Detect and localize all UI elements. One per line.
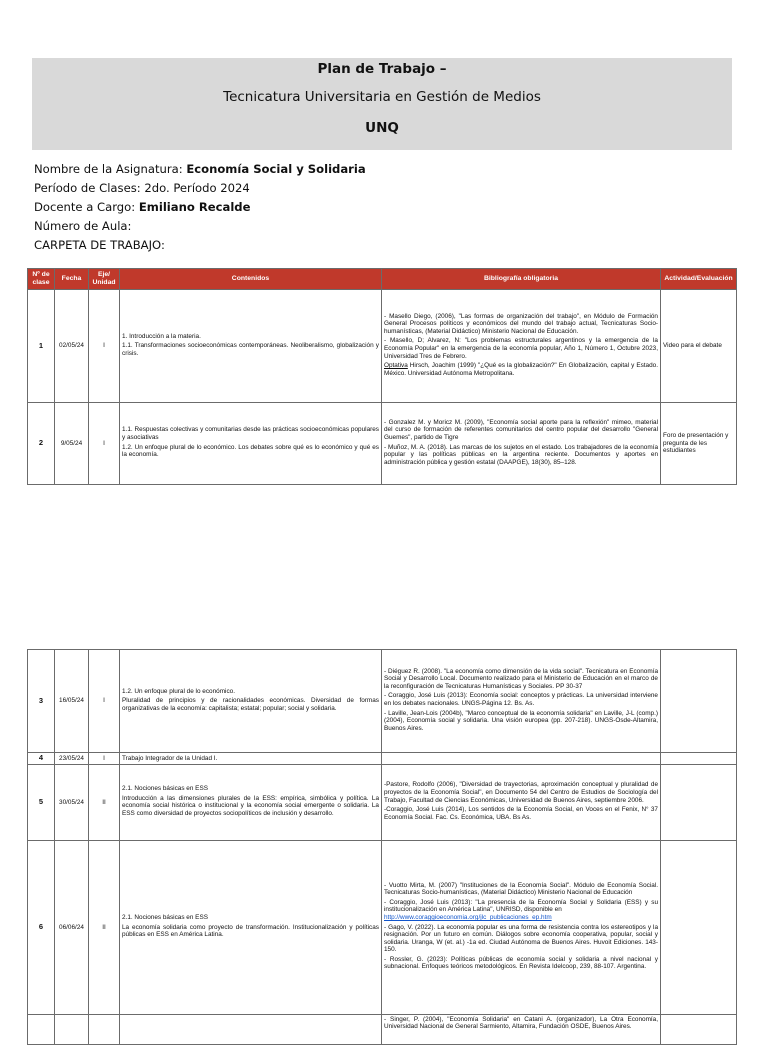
periodo-line (34, 181, 250, 195)
aula-line (34, 219, 131, 233)
row-bibliografia (382, 650, 661, 753)
header-org: UNQ (365, 120, 399, 136)
row-num: 5 (28, 764, 55, 840)
row-actividad (661, 650, 737, 753)
row-eje (89, 1014, 120, 1044)
row-contenidos (120, 650, 382, 753)
carpeta-label: CARPETA DE TRABAJO: (34, 238, 165, 252)
content-item: 1. Introducción a la materia. (122, 332, 201, 340)
row-bibliografia (382, 840, 661, 1014)
docente-line (34, 200, 250, 214)
header-contenidos: Contenidos (120, 269, 382, 290)
row-contenidos (120, 290, 382, 403)
row-num: 6 (28, 840, 55, 1014)
row-bibliografia (382, 290, 661, 403)
optativa-label: Optativa (384, 362, 408, 370)
row-eje: I (89, 403, 120, 485)
header-actividad: Actividad/Evaluación (661, 269, 737, 290)
row-num: 3 (28, 650, 55, 753)
row-actividad (661, 753, 737, 765)
row-bibliografia (382, 753, 661, 765)
table-row (28, 290, 737, 403)
plan-table-page1 (27, 268, 737, 485)
docente-label: Docente a Cargo: (34, 200, 139, 214)
row-actividad (661, 840, 737, 1014)
asignatura-label: Nombre de la Asignatura: (34, 162, 187, 176)
asignatura-value: Economía Social y Solidaria (186, 162, 366, 176)
row-eje: II (89, 764, 120, 840)
bib-entry: -Coraggio, José Luis (2014), Los sentidos de la Economía Social, en Voces en el Fenix, N° 37 Economía Social. Fac. Cs. Económica, UBA. Bs As. (384, 806, 658, 821)
row-eje: I (89, 650, 120, 753)
content-item: 1.2. Un enfoque plural de lo económico. Los debates sobre qué es lo económico y qué es la economía. (122, 443, 379, 459)
row-fecha: 02/05/24 (55, 290, 89, 403)
asignatura-line (34, 162, 366, 176)
bib-entry: - Muñoz, M. A. (2018). Las marcas de los sujetos en el estado. Los trabajadores de la economía popular y las políticas públicas en la argentina reciente. Documentos y aportes en administración pública y gestión estatal (DAAPGE), 18(30), 85–128. (384, 443, 658, 466)
row-num (28, 1014, 55, 1044)
row-fecha: 9/05/24 (55, 403, 89, 485)
bib-entry (384, 899, 658, 922)
row-actividad: Video para el debate (661, 290, 737, 403)
bib-entry: - Gago, V. (2022). La economía popular es una forma de resistencia contra los estereotipos y la resignación. Por un futuro en común. Diálogos sobre economía cooperativa, popular, social y solidaria. Uranga, W (et. al.) -1a ed. Ciudad Autónoma de Buenos Aires. Huvoit Ediciones. 143-150. (384, 923, 658, 954)
row-actividad (661, 764, 737, 840)
bib-text: Hirsch, Joachim (1999) "¿Qué es la globalización?" En Globalización, capital y Estado. México. Universidad Autónoma Metropolitana. (384, 362, 658, 377)
row-bibliografia (382, 764, 661, 840)
content-item: La economía solidaria como proyecto de transformación. Institucionalización y políticas públicas en ESS en América Latina. (122, 923, 379, 939)
content-item: 1.1. Respuestas colectivas y comunitarias desde las prácticas socioeconómicas populares y asociativas (122, 426, 379, 441)
bib-entry: -Pastore, Rodolfo (2006), "Diversidad de trayectorias, aproximación conceptual y pluralidad de proyectos de la Economía Social", en Documento 54 del Centro de Estudios de Sociología del Trabajo, Facultad de Ciencias Económicas, Universidad de Buenos Aires, septiembre 2006. (384, 781, 658, 804)
row-actividad: Foro de presentación y pregunta de les estudiantes (661, 403, 737, 485)
bib-entry: - Masello Diego, (2006), "Las formas de organización del trabajo", en Módulo de Formación General Procesos políticos y económicos del mundo del trabajo actual, Tecnicaturas Socio-humanísticas, (Material Didáctico) Ministerio Nacional de Educación. (384, 312, 658, 335)
row-num: 1 (28, 290, 55, 403)
row-contenidos (120, 1014, 382, 1044)
content-item: 1.2. Un enfoque plural de lo económico. (122, 687, 235, 695)
header-eje: Eje/ Unidad (89, 269, 120, 290)
periodo-label: Período de Clases: (34, 181, 145, 195)
row-fecha (55, 1014, 89, 1044)
bib-entry: - Coraggio, José Luis (2013): Economía social: conceptos y prácticas. La universidad interviene en los debates nacionales. UNGS-Página 12. Bs. As. (384, 692, 658, 707)
bib-entry: - Singer, P. (2004), "Economía Solidaria" en Catani A. (organizador), La Otra Economía, Universidad Nacional de General Sarmiento, Altamira, Fundación OSDE, Buenos Aires. (384, 1015, 658, 1031)
row-actividad (661, 1014, 737, 1044)
bib-entry: - Gonzalez M. y Moricz M. (2009), "Economía social aporte para la reflexión" mimeo, material del curso de formación de referentes comunitarios del centro popular del desarrollo "General Guemes", partido de Tigre (384, 418, 658, 441)
row-eje: I (89, 753, 120, 765)
bib-text: - Coraggio, José Luis (2013): "La presencia de la Economía Social y Solidaria (ESS) y su institucionalización en América Latina", UNRISD, disponible en (384, 898, 658, 914)
row-fecha: 16/05/24 (55, 650, 89, 753)
bib-entry: - Masello, D; Alvarez, N: "Los problemas estructurales argentinos y la emergencia de la Economía Popular" en la emergencia de la economía popular, Año 1, Número 1, Octubre 2023, Universidad Tres de Febrero. (384, 337, 658, 360)
row-fecha: 30/05/24 (55, 764, 89, 840)
row-eje: II (89, 840, 120, 1014)
bib-entry: - Laville, Jean-Lois (2004b), "Marco conceptual de la economía solidaria" en Laville, J-L (comp.) (2004), Economía social y solidaria. Una visión europea (pp. 207-218). UNGS-Osde-Altamira, Buenos Aires. (384, 709, 658, 732)
aula-label: Número de Aula: (34, 219, 132, 233)
header-bibliografia: Bibliografía obligatoria (382, 269, 661, 290)
content-item: 2.1. Nociones básicas en ESS (122, 914, 208, 922)
row-num: 2 (28, 403, 55, 485)
table-row (28, 764, 737, 840)
header-subtitle: Tecnicatura Universitaria en Gestión de Medios (223, 89, 541, 105)
header-fecha: Fecha (55, 269, 89, 290)
content-item: Pluralidad de principios y de racionalidades económicas. Diversidad de formas organizativas de la economía: capitalista; estatal; popular; social y solidaria. (122, 697, 379, 712)
content-item: 2.1. Nociones básicas en ESS (122, 785, 208, 793)
row-contenidos (120, 840, 382, 1014)
bib-entry (384, 362, 658, 377)
docente-value: Emiliano Recalde (138, 200, 251, 214)
row-fecha: 06/06/24 (55, 840, 89, 1014)
document-header (32, 58, 732, 150)
table-row (28, 650, 737, 753)
periodo-value: 2do. Período 2024 (144, 181, 250, 195)
table-row (28, 403, 737, 485)
table-row (28, 1014, 737, 1044)
carpeta-line (34, 238, 165, 252)
row-eje: I (89, 290, 120, 403)
content-item: 1.1. Transformaciones socioeconómicas contemporáneas. Neoliberalismo, globalización y crisis. (122, 342, 379, 357)
bib-entry: - Vuotto Mirta, M. (2007) "Instituciones de la Economía Social". Módulo de Economía Social. Tecnicaturas Socio-humanísticas, (Material Didáctico) Ministerio Nacional de Educación (384, 881, 658, 897)
plan-table-page2 (27, 649, 737, 1045)
table-header-row (28, 269, 737, 290)
bib-entry: - Diéguez R. (2008). "La economía como dimensión de la vida social". Tecnicatura en Economía Social y Desarrollo Local. Documento realizado para el Ministerio de Educación en el marco de la reconfiguración de Tecnicaturas Humanísticas y Sociales. PP 30-37 (384, 667, 658, 690)
row-bibliografia (382, 1014, 661, 1044)
content-item: Introducción a las dimensiones plurales de la ESS: empírica, simbólica y política. La economía social histórica o institucional y la economía social emergente o solidaria. La ESS como diversidad de proyectos sociopolíticos de inclusión y desarrollo. (122, 794, 379, 817)
coraggio-link[interactable]: http://www.coraggioeconomia.org/jlc_publicaciones_ep.htm (384, 914, 552, 922)
row-fecha: 23/05/24 (55, 753, 89, 765)
header-title: Plan de Trabajo – (317, 61, 447, 77)
table-row (28, 753, 737, 765)
row-contenidos (120, 403, 382, 485)
row-bibliografia (382, 403, 661, 485)
header-num: Nº de clase (28, 269, 55, 290)
row-contenidos: Trabajo Integrador de la Unidad I. (120, 753, 382, 765)
row-contenidos (120, 764, 382, 840)
row-num: 4 (28, 753, 55, 765)
bib-entry: - Rossler, G. (2023): Políticas públicas de economía social y solidaria a nivel nacional y subnacional. Enfoques teóricos metodológicos. En Revista Idelcoop, 239, 88-107. Argentina. (384, 955, 658, 971)
table-row (28, 840, 737, 1014)
